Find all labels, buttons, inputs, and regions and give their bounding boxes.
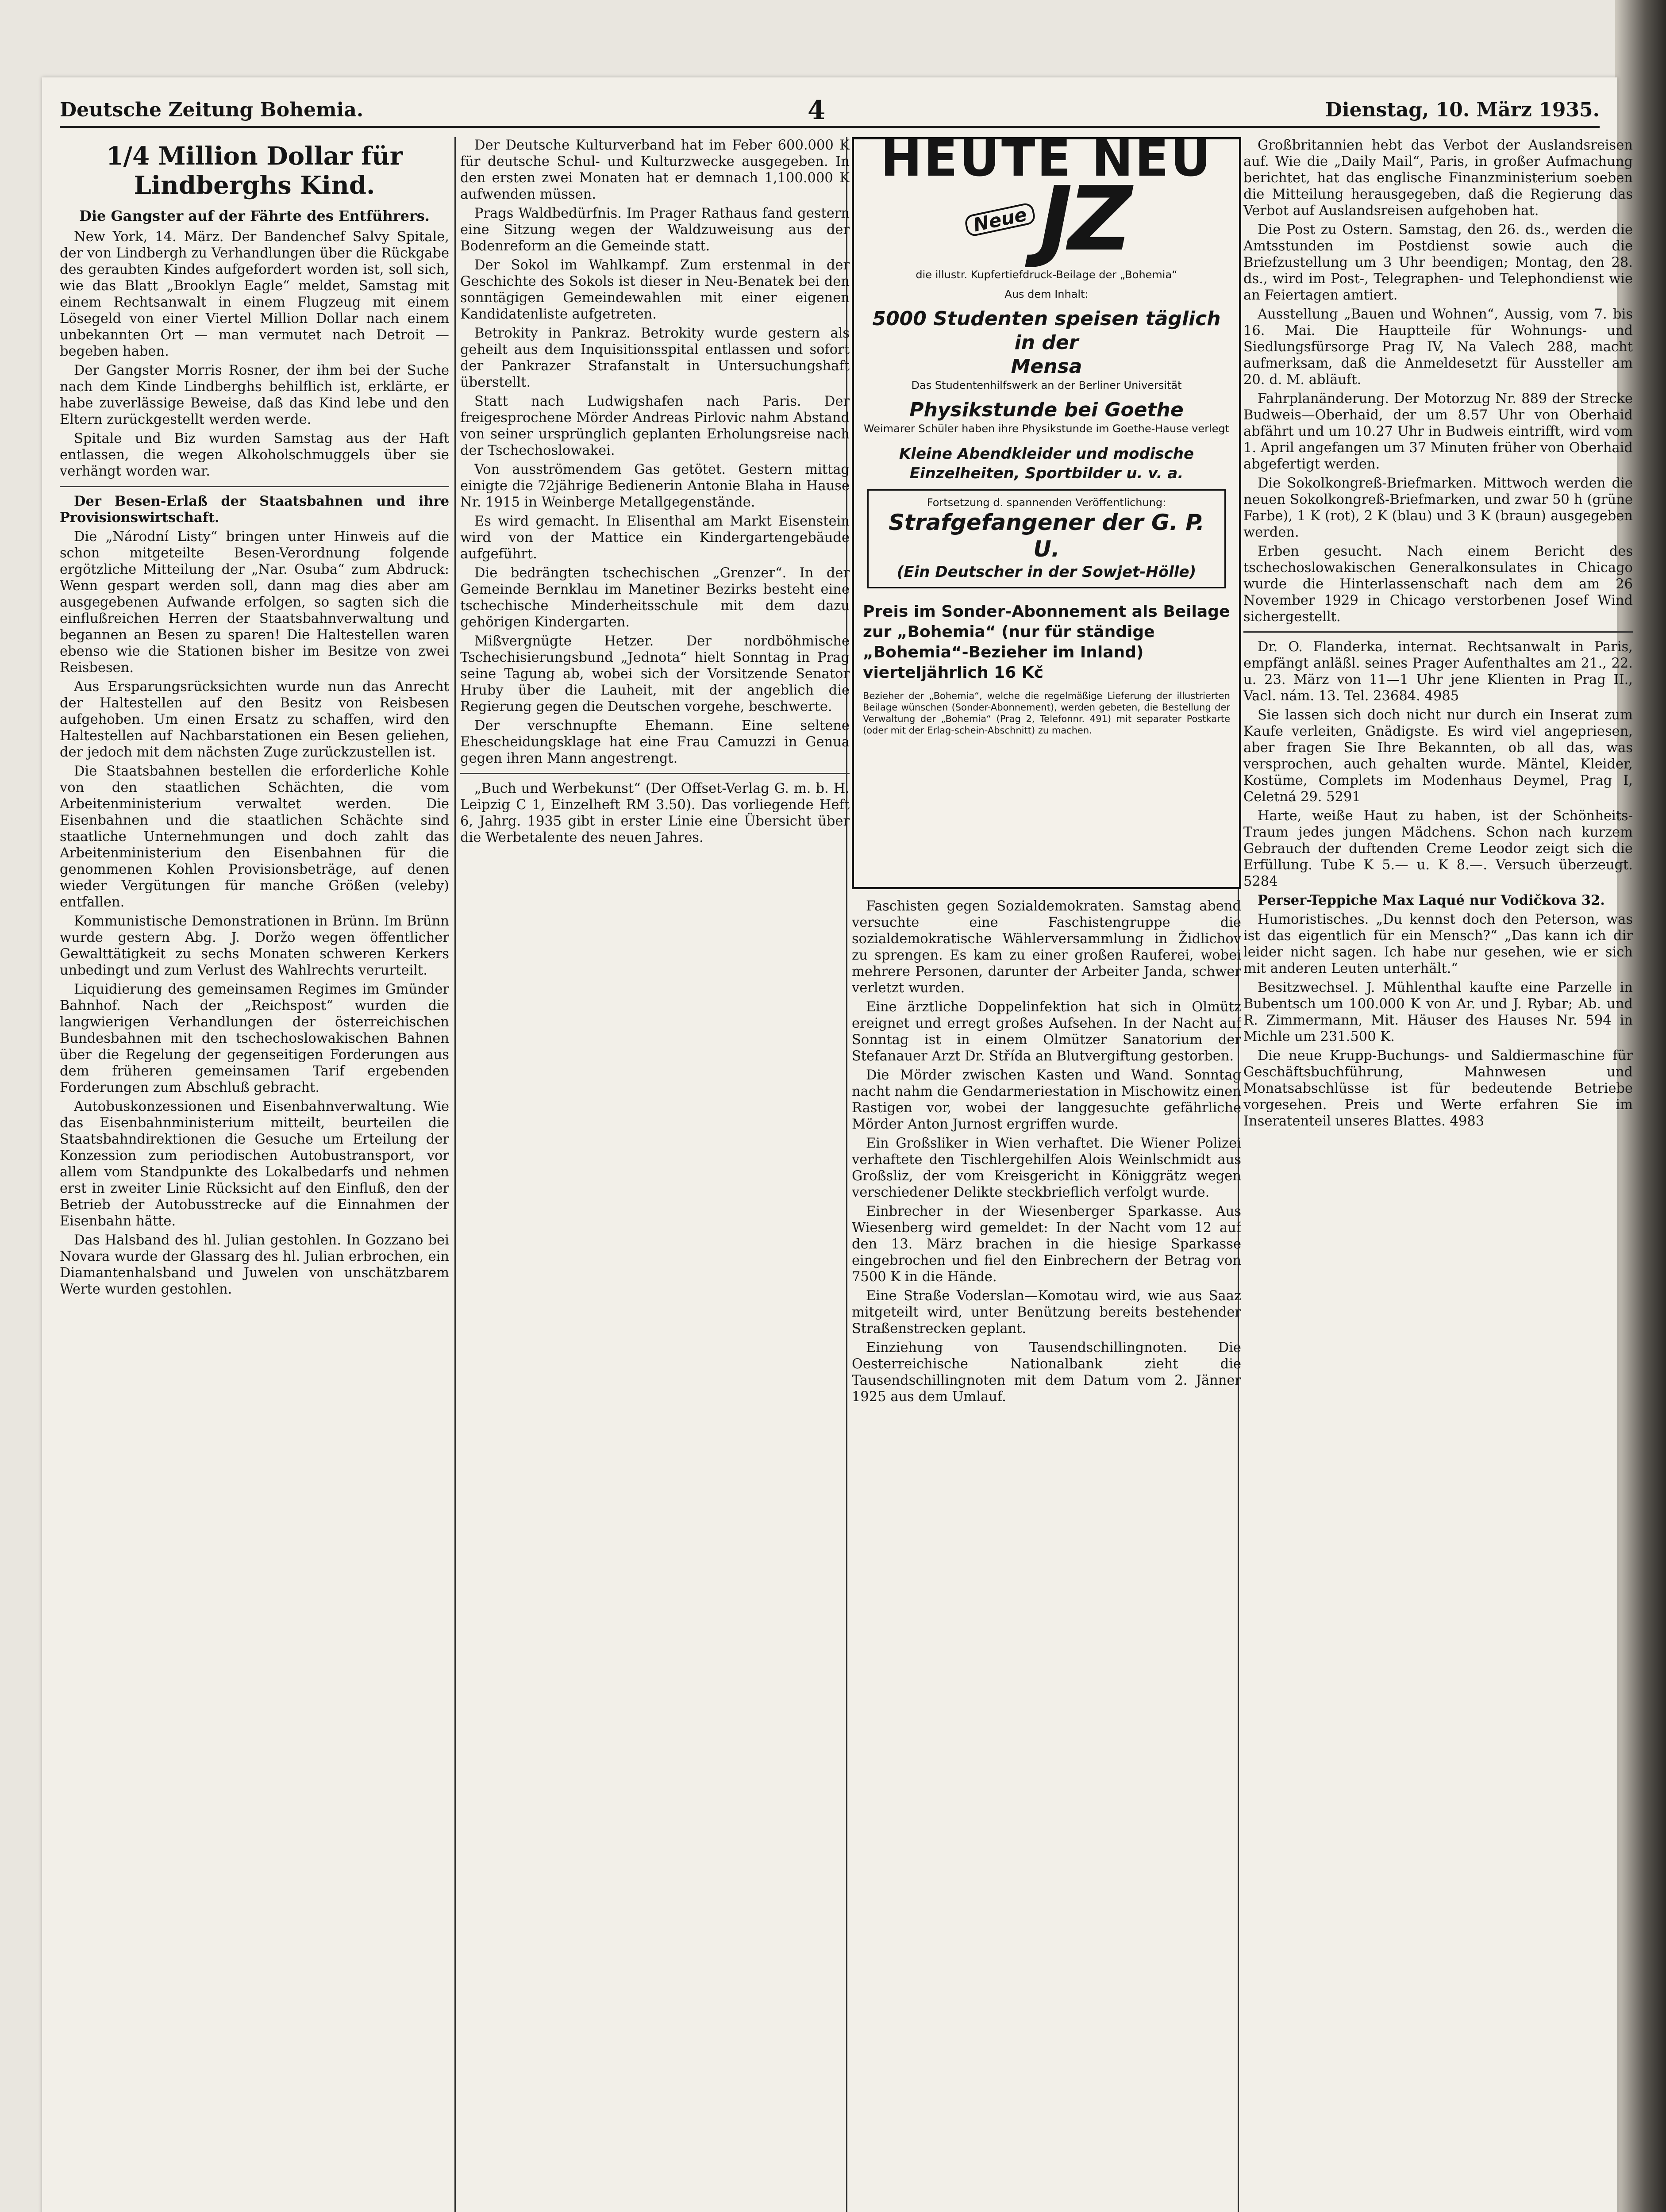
newspaper-page (42, 77, 1633, 2212)
ad-price: Preis im Sonder-Abonnement als Beilage zur „Bohemia“ (nur für ständige „Bohemia“-Bezieher im Inland) vierteljährlich 16 Kč (863, 603, 1230, 682)
divider (460, 773, 850, 774)
article-paragraph: Die Mörder zwischen Kasten und Wand. Sonntag nacht nahm die Gendarmeriestation in Mischowitz einen Rastigen vor, wobei der langgesuchte gefährliche Mörder Anton Jurnost ergriffen wurde. (852, 1068, 1241, 1132)
article-paragraph: Der Gangster Morris Rosner, der ihm bei der Suche nach dem Kinde Lindberghs behilflich ist, erklärte, er habe zuverlässige Beweise, daß das Kind lebe und den Eltern zurückgestellt werden werde. (60, 363, 449, 427)
article-paragraph: Einbrecher in der Wiesenberger Sparkasse. Aus Wiesenberg wird gemeldet: In der Nacht vom 12 auf den 13. März brachen in die hiesige Sparkasse eingebrochen und fiel den Einbrechern der Betrag von 7500 K in die Hände. (852, 1204, 1241, 1285)
classified-ad: Dr. O. Flanderka, internat. Rechtsanwalt in Paris, empfängt anläßl. seines Prager Aufenthaltes am 21., 22. u. 23. März von 11—1 Uhr jene Klienten in Prag II., Vacl. nám. 13. Tel. 23684. 4985 (1243, 639, 1633, 704)
article-paragraph: Statt nach Ludwigshafen nach Paris. Der freigesprochene Mörder Andreas Pirlovic nahm Abstand von seiner ursprünglich geplanten Erholungsreise nach der Tschechoslowakei. (460, 394, 850, 458)
ad-item: 5000 Studenten speisen täglich in der (872, 307, 1221, 354)
article-paragraph: Besitzwechsel. J. Mühlenthal kaufte eine Parzelle in Bubentsch um 100.000 K von Ar. und J. Rybar; Ab. und R. Zimmermann, Mit. Häuser des Hauses Nr. 594 in Michle um 231.500 K. (1243, 980, 1633, 1045)
classified-ad: Harte, weiße Haut zu haben, ist der Schönheits-Traum jedes jungen Mädchens. Schon nach kurzem Gebrauch der duftenden Creme Leodor zeigt sich die Erfüllung. Tube K 5.— u. K 8.—. Versuch überzeugt. 5284 (1243, 808, 1633, 889)
article-paragraph: Der Deutsche Kulturverband hat im Feber 600.000 K für deutsche Schul- und Kulturzwecke ausgegeben. In den ersten zwei Monaten hat er demnach 1,100.000 K aufwenden müssen. (460, 138, 850, 202)
column-3 (852, 137, 1241, 2212)
article-paragraph: Eine Straße Voderslan—Komotau wird, wie aus Saaz mitgeteilt wird, unter Benützung bereits bestehender Straßenstrecken geplant. (852, 1288, 1241, 1336)
article-title: Der Besen-Erlaß der Staatsbahnen und ihre Provisionswirtschaft. (60, 493, 449, 526)
article-paragraph: Ausstellung „Bauen und Wohnen“, Aussig, vom 7. bis 16. Mai. Die Hauptteile für Wohnungs- und Siedlungsfürsorge Prag IV, Na Valech 288, macht aufmerksam, daß die Anmeldesetzt für Aussteller am 20. d. M. abläuft. (1243, 307, 1633, 388)
page-header (60, 95, 1600, 128)
ad-badge: Neue (964, 202, 1037, 238)
column-1 (60, 137, 449, 2212)
newspaper-title: Deutsche Zeitung Bohemia. (60, 99, 364, 121)
article-paragraph: Kommunistische Demonstrationen in Brünn. Im Brünn wurde gestern Abg. J. Doržo wegen öffentlicher Gewalttätigkeit zu sechs Monaten schweren Kerkers unbedingt und zum Verlust des Wahlrechts verurteilt. (60, 914, 449, 978)
article-paragraph: Die neue Krupp-Buchungs- und Saldiermaschine für Geschäftsbuchführung, Mahnwesen und Monatsabschlüsse ist für bedeutende Betriebe vorgesehen. Preis und Werte erfahren Sie im Inseratenteil unseres Blattes. 4983 (1243, 1048, 1633, 1129)
jz-logo-group (863, 168, 1230, 271)
ad-item: Kleine Abendkleider und modische Einzelheiten, Sportbilder u. v. a. (899, 445, 1194, 482)
article-paragraph: Prags Waldbedürfnis. Im Prager Rathaus fand gestern eine Sitzung wegen der Waldzuweisung aus der Bodenreform an die Gemeinde statt. (460, 206, 850, 254)
article-paragraph: Spitale und Biz wurden Samstag aus der Haft entlassen, die wegen Alkoholschmuggels über sie verhängt worden war. (60, 431, 449, 479)
classified-ad: Perser-Teppiche Max Laqué nur Vodičkova 32. (1258, 892, 1605, 908)
article-paragraph: Erben gesucht. Nach einem Bericht des tschechoslowakischen Generalkonsulates in Chicago wurde die Hinterlassenschaft nach dem am 26 November 1929 in Chicago verstorbenen Josef Wind sichergestellt. (1243, 544, 1633, 625)
article-paragraph: Humoristisches. „Du kennst doch den Peterson, was ist das eigentlich für ein Mensch?“ „Das kann ich dir leider nicht sagen. Ich habe nur gesehen, wie er sich mit anderen Leuten unterhält.“ (1243, 912, 1633, 976)
article-paragraph: Ein Großsliker in Wien verhaftet. Die Wiener Polizei verhaftete den Tischlergehilfen Alois Weinlschmidt aus Großsliz, der vom Kreisgericht in Königgrätz wegen verschiedener Delikte steckbrieflich verfolgt wurde. (852, 1136, 1241, 1200)
article-paragraph: Faschisten gegen Sozialdemokraten. Samstag abend versuchte eine Faschistengruppe die sozialdemokratische Wählerversammlung in Židlichov zu sprengen. Es kam zu einer großen Rauferei, wobei mehrere Personen, darunter der Arbeiter Janda, schwer verletzt wurden. (852, 899, 1241, 996)
issue-date: Dienstag, 10. März 1935. (1325, 99, 1600, 121)
article-paragraph: Eine ärztliche Doppelinfektion hat sich in Olmütz ereignet und erregt großes Aufsehen. In der Nacht auf Sonntag ist in einem Olmützer Sanatorium der Stefanauer Arzt Dr. Střída an Blutvergiftung gestorben. (852, 999, 1241, 1064)
column-4 (1243, 137, 1633, 2212)
ad-fine-print: Bezieher der „Bohemia“, welche die regelmäßige Lieferung der illustrierten Beilage wünschen (Sonder-Abonnement), werden gebeten, die Bestellung der Verwaltung der „Bohemia“ (Prag 2, Telefonnr. 491) mit separater Postkarte (oder mit der Erlag-schein-Abschnitt) zu machen. (863, 691, 1230, 736)
ad-box-note: Fortsetzung d. spannenden Veröffentlichung: (927, 496, 1166, 509)
ad-subtitle: die illustr. Kupfertiefdruck-Beilage der „Bohemia“ (916, 269, 1177, 281)
advertisement-jz (852, 137, 1241, 889)
divider (60, 486, 449, 487)
article-paragraph: Die Staatsbahnen bestellen die erforderliche Kohle von den staatlichen Schächten, die vom Arbeitenministerium verwaltet werden. Die Eisenbahnen und die staatlichen Schächte sind staatliche Unternehmungen und doch zahlt das Arbeitenministerium den Eisenbahnen für die genommenen Kohlen Provisionsbeträge, auf denen wieder Vergütungen für manche Größen (veleby) entfallen. (60, 764, 449, 910)
article-paragraph: Der verschnupfte Ehemann. Eine seltene Ehescheidungsklage hat eine Frau Camuzzi in Genua gegen ihren Mann angestrengt. (460, 718, 850, 766)
article-paragraph: Die bedrängten tschechischen „Grenzer“. In der Gemeinde Bernklau im Manetiner Bezirks besteht eine tschechische Minderheitsschule mit dem dazu gehörigen Kindergarten. (460, 565, 850, 630)
article-paragraph: Das Halsband des hl. Julian gestohlen. In Gozzano bei Novara wurde der Glassarg des hl. Julian erbrochen, ein Diamantenhalsband und Juwelen von unschätzbarem Werte wurden gestohlen. (60, 1233, 449, 1297)
ad-feature-box (867, 489, 1226, 588)
ad-box-title: Strafgefangener der G. P. U. (888, 510, 1205, 562)
article-paragraph: Die Sokolkongreß-Briefmarken. Mittwoch werden die neuen Sokolkongreß-Briefmarken, und zwar 50 h (grüne Farbe), 1 K (rot), 2 K (blau) und 3 K (braun) ausgegeben werden. (1243, 476, 1633, 540)
article-paragraph: Mißvergnügte Hetzer. Der nordböhmische Tschechisierungsbund „Jednota“ hielt Sonntag in Prag seine Tagung ab, wobei sich der Vorsitzende Senator Hruby über die Lauheit, mit der angeblich die Regierung gegen die Deutschen vorgehe, beschwerte. (460, 634, 850, 714)
page-number: 4 (808, 95, 826, 125)
ad-item: Physikstunde bei Goethe (909, 399, 1184, 421)
divider (1243, 631, 1633, 633)
article-paragraph: Die „Národní Listy“ bringen unter Hinweis auf die schon mitgeteilte Besen-Verordnung folgende ergötzliche Mitteilung der „Nar. Osuba“ zum Abdruck: Wenn gespart werden soll, dann mag dies aber am ausgegebenen Aufwande erfolgen, so sagten sich die einflußreichen Herren der Staatsbahnverwaltung und begannen an Besen zu sparen! Die Haltestellen waren ebenso wie die Stationen bisher im Besitze von zwei Reisbesen. (60, 529, 449, 676)
article-subheadline: Die Gangster auf der Fährte des Entführers. (79, 207, 430, 224)
classified-ad: Sie lassen sich doch nicht nur durch ein Inserat zum Kaufe verleiten, Gnädigste. Es wird viel angepriesen, aber fragen Sie Ihre Bekannten, ob all das, was versprochen, auch gehalten wurde. Mäntel, Kleider, Kostüme, Complets im Modenhaus Deymel, Prag I, Celetná 29. 5291 (1243, 707, 1633, 805)
column-2 (460, 137, 850, 2212)
ad-item-note: Das Studentenhilfswerk an der Berliner Universität (911, 379, 1182, 392)
ad-title: HEUTE NEU (880, 137, 1213, 188)
article-paragraph: Es wird gemacht. In Elisenthal am Markt Eisenstein wird von der Mattice ein Kindergartengebäude aufgeführt. (460, 514, 850, 562)
ad-box-subtitle: (Ein Deutscher in der Sowjet-Hölle) (896, 563, 1197, 581)
article-paragraph: Aus Ersparungsrücksichten wurde nun das Anrecht der Haltestellen auf den Besitz von Reisbesen aufgehoben. Um einen Ersatz zu schaffen, wird den Haltestellen auf Nachbarstationen ein Besen geliehen, der jedoch mit dem nächsten Zuge zurückzustellen ist. (60, 679, 449, 760)
jz-logo: JZ (1039, 168, 1128, 271)
article-paragraph: Großbritannien hebt das Verbot der Auslandsreisen auf. Wie die „Daily Mail“, Paris, in großer Aufmachung berichtet, hat das englische Finanzministerium soeben die Mitteilung herausgegeben, daß die Regierung das Verbot auf Auslandsreisen aufgehoben hat. (1243, 138, 1633, 219)
article-paragraph: Betrokity in Pankraz. Betrokity wurde gestern als geheilt aus dem Inquisitionsspital entlassen und sofort der Pankrazer Strafanstalt in Untersuchungshaft überstellt. (460, 326, 850, 390)
article-paragraph: Autobuskonzessionen und Eisenbahnverwaltung. Wie das Eisenbahnministerium mitteilt, beurteilen die Staatsbahndirektionen die Gesuche um Erteilung der Konzession zum periodischen Autobustransport, vor allem vom Standpunkte des Lokalbedarfs und nehmen erst in zweiter Linie Rücksicht auf den Einfluß, den der Betrieb der Autobusstrecke auf die Einnahmen der Eisenbahn hätte. (60, 1099, 449, 1229)
article-paragraph: Liquidierung des gemeinsamen Regimes im Gmünder Bahnhof. Nach der „Reichspost“ wurden die langwierigen Verhandlungen der österreichischen Bundesbahnen mit den tschechoslowakischen Bahnen über die Regelung der gegenseitigen Forderungen aus dem früheren gemeinsamen Tarif ergebenden Forderungen zum Abschluß gebracht. (60, 982, 449, 1095)
article-paragraph: New York, 14. März. Der Bandenchef Salvy Spitale, der von Lindbergh zu Verhandlungen über die Rückgabe des geraubten Kindes aufgefordert worden ist, soll sich, wie das Blatt „Brooklyn Eagle“ meldet, Samstag mit einem Rechtsanwalt in einem Flugzeug mit einem Lösegeld von einer Viertel Million Dollar nach einem unbekannten Ort — man vermutet nach Detroit — begeben haben. (60, 229, 449, 359)
article-paragraph: Der Sokol im Wahlkampf. Zum erstenmal in der Geschichte des Sokols ist dieser in Neu-Benatek bei den sonntägigen Gemeindewahlen mit einer eigenen Kandidatenliste aufgetreten. (460, 257, 850, 322)
ad-item: Mensa (1011, 355, 1082, 378)
article-paragraph: „Buch und Werbekunst“ (Der Offset-Verlag G. m. b. H. Leipzig C 1, Einzelheft RM 3.50). Das vorliegende Heft 6, Jahrg. 1935 gibt in erster Linie eine Übersicht über die Werbetalente des neuen Jahres. (460, 781, 850, 845)
article-paragraph: Fahrplanänderung. Der Motorzug Nr. 889 der Strecke Budweis—Oberhaid, der um 8.57 Uhr von Oberhaid abfährt und um 10.27 Uhr in Budweis eintrifft, wird vom 1. April angefangen um 37 Minuten früher von Oberhaid abgefertigt werden. (1243, 391, 1633, 472)
ad-contents-label: Aus dem Inhalt: (1004, 288, 1089, 300)
ad-item-note: Weimarer Schüler haben ihre Physikstunde im Goethe-Hause verlegt (863, 422, 1230, 435)
article-paragraph: Von ausströmendem Gas getötet. Gestern mittag einigte die 72jährige Bedienerin Antonie Blaha in Hause Nr. 1915 in Weinberge Metallgegenstände. (460, 462, 850, 510)
column-rule (454, 137, 456, 2212)
article-paragraph: Einziehung von Tausendschillingnoten. Die Oesterreichische Nationalbank zieht die Tausendschillingnoten mit dem Datum vom 2. Jänner 1925 aus dem Umlauf. (852, 1340, 1241, 1405)
article-headline: 1/4 Million Dollar für Lindberghs Kind. (106, 142, 403, 200)
article-paragraph: Die Post zu Ostern. Samstag, den 26. ds., werden die Amtsstunden im Postdienst sowie auch die Briefzustellung um 3 Uhr beendigen; Montag, den 28. ds., wird im Post-, Telegraphen- und Telephondienst wie an Feiertagen amtiert. (1243, 222, 1633, 303)
